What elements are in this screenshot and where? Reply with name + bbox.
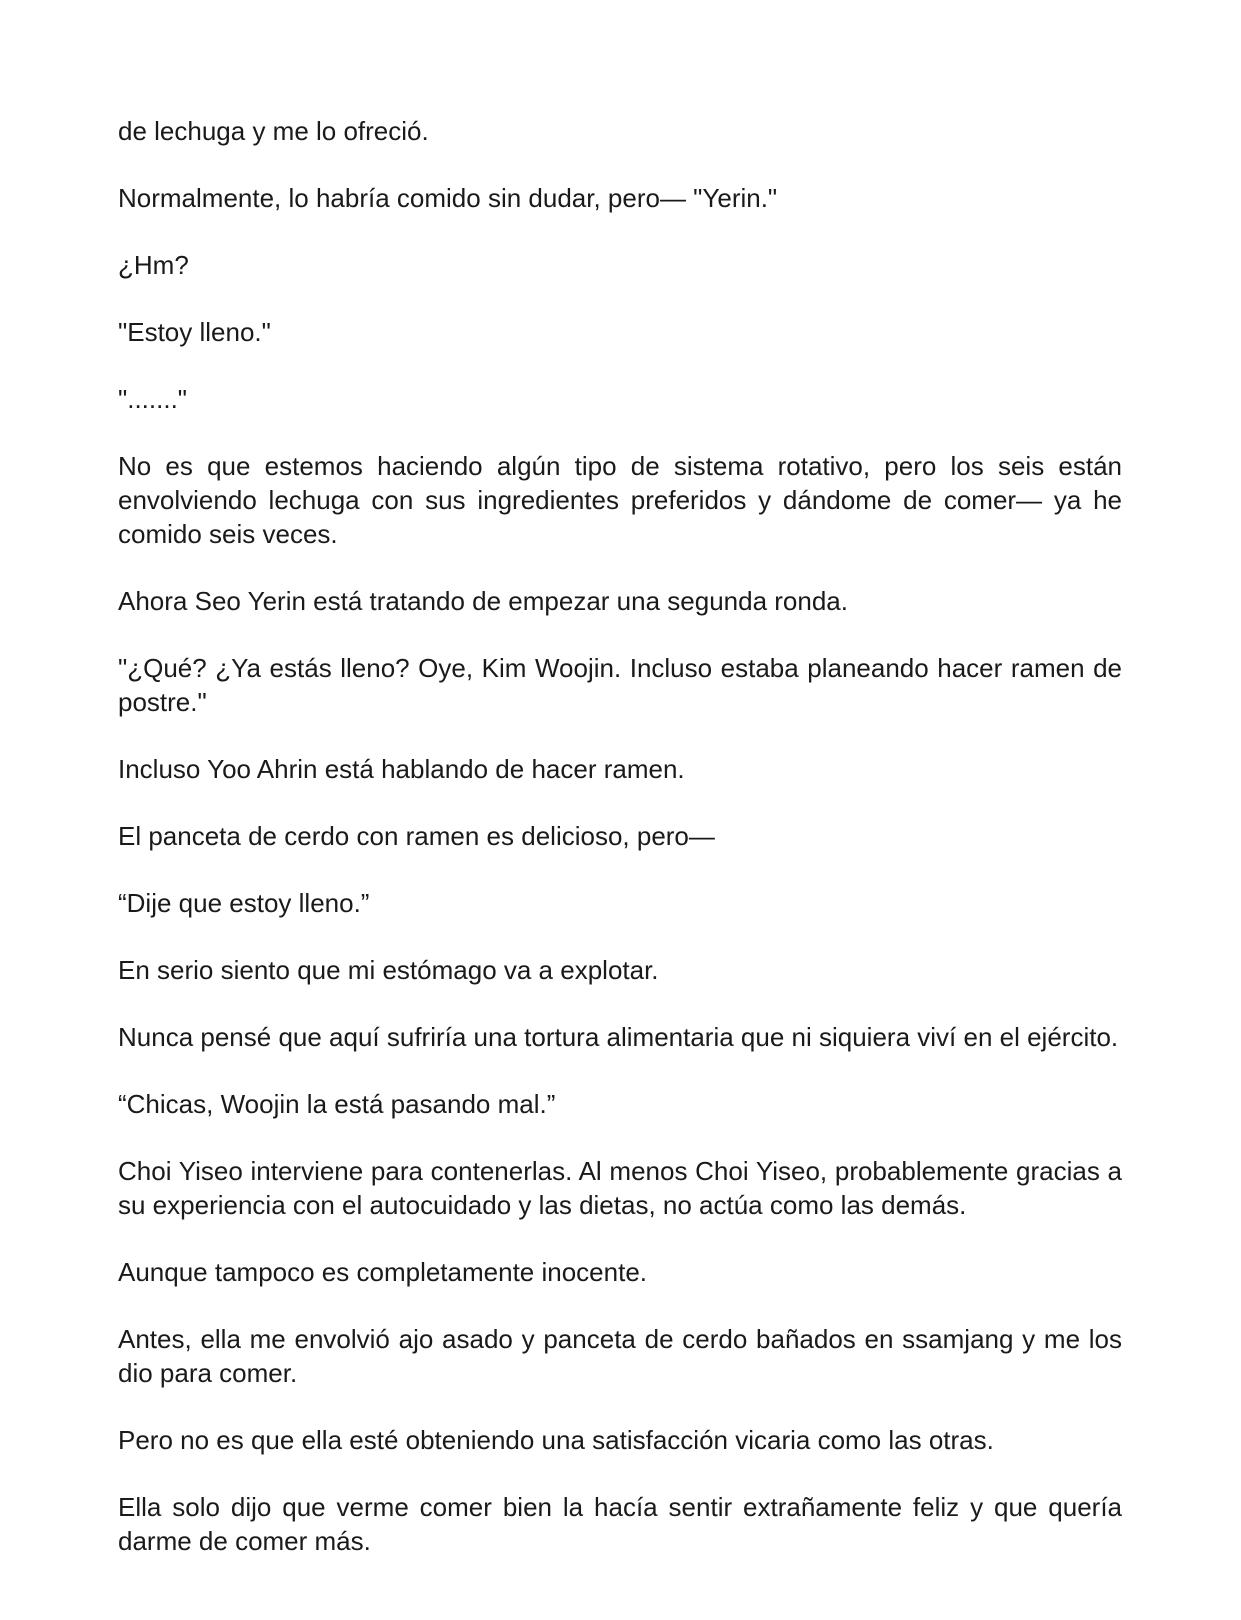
paragraph-3: ¿Hm? [118,250,189,280]
paragraph-8: "¿Qué? ¿Ya estás lleno? Oye, Kim Woojin. Incluso estaba planeando hacer ramen de postre." [118,653,1122,717]
paragraph-5: "......." [118,384,188,414]
body-text [118,114,1122,1591]
paragraph-14: “Chicas, Woojin la está pasando mal.” [118,1089,556,1119]
paragraph-15: Choi Yiseo interviene para contenerlas. Al menos Choi Yiseo, probablemente gracias a su experiencia con el autocuidado y las dietas, no actúa como las demás. [118,1156,1122,1220]
paragraph-13: Nunca pensé que aquí sufriría una tortura alimentaria que ni siquiera viví en el ejército. [118,1022,1119,1052]
paragraph-4: "Estoy lleno." [118,317,271,347]
paragraph-1: de lechuga y me lo ofreció. [118,116,429,146]
paragraph-2: Normalmente, lo habría comido sin dudar, pero— "Yerin." [118,183,778,213]
paragraph-12: En serio siento que mi estómago va a explotar. [118,955,659,985]
paragraph-7: Ahora Seo Yerin está tratando de empezar una segunda ronda. [118,586,848,616]
paragraph-16: Aunque tampoco es completamente inocente. [118,1257,648,1287]
paragraph-18: Pero no es que ella esté obteniendo una satisfacción vicaria como las otras. [118,1425,994,1455]
paragraph-10: El panceta de cerdo con ramen es delicioso, pero— [118,821,715,851]
paragraph-6: No es que estemos haciendo algún tipo de sistema rotativo, pero los seis están envolviendo lechuga con sus ingredientes preferidos y dándome de comer— ya he comido seis veces. [118,451,1122,549]
paragraph-17: Antes, ella me envolvió ajo asado y panceta de cerdo bañados en ssamjang y me los dio para comer. [118,1324,1122,1388]
paragraph-11: “Dije que estoy lleno.” [118,888,370,918]
paragraph-19: Ella solo dijo que verme comer bien la hacía sentir extrañamente feliz y que quería darme de comer más. [118,1492,1122,1556]
paragraph-9: Incluso Yoo Ahrin está hablando de hacer ramen. [118,754,685,784]
